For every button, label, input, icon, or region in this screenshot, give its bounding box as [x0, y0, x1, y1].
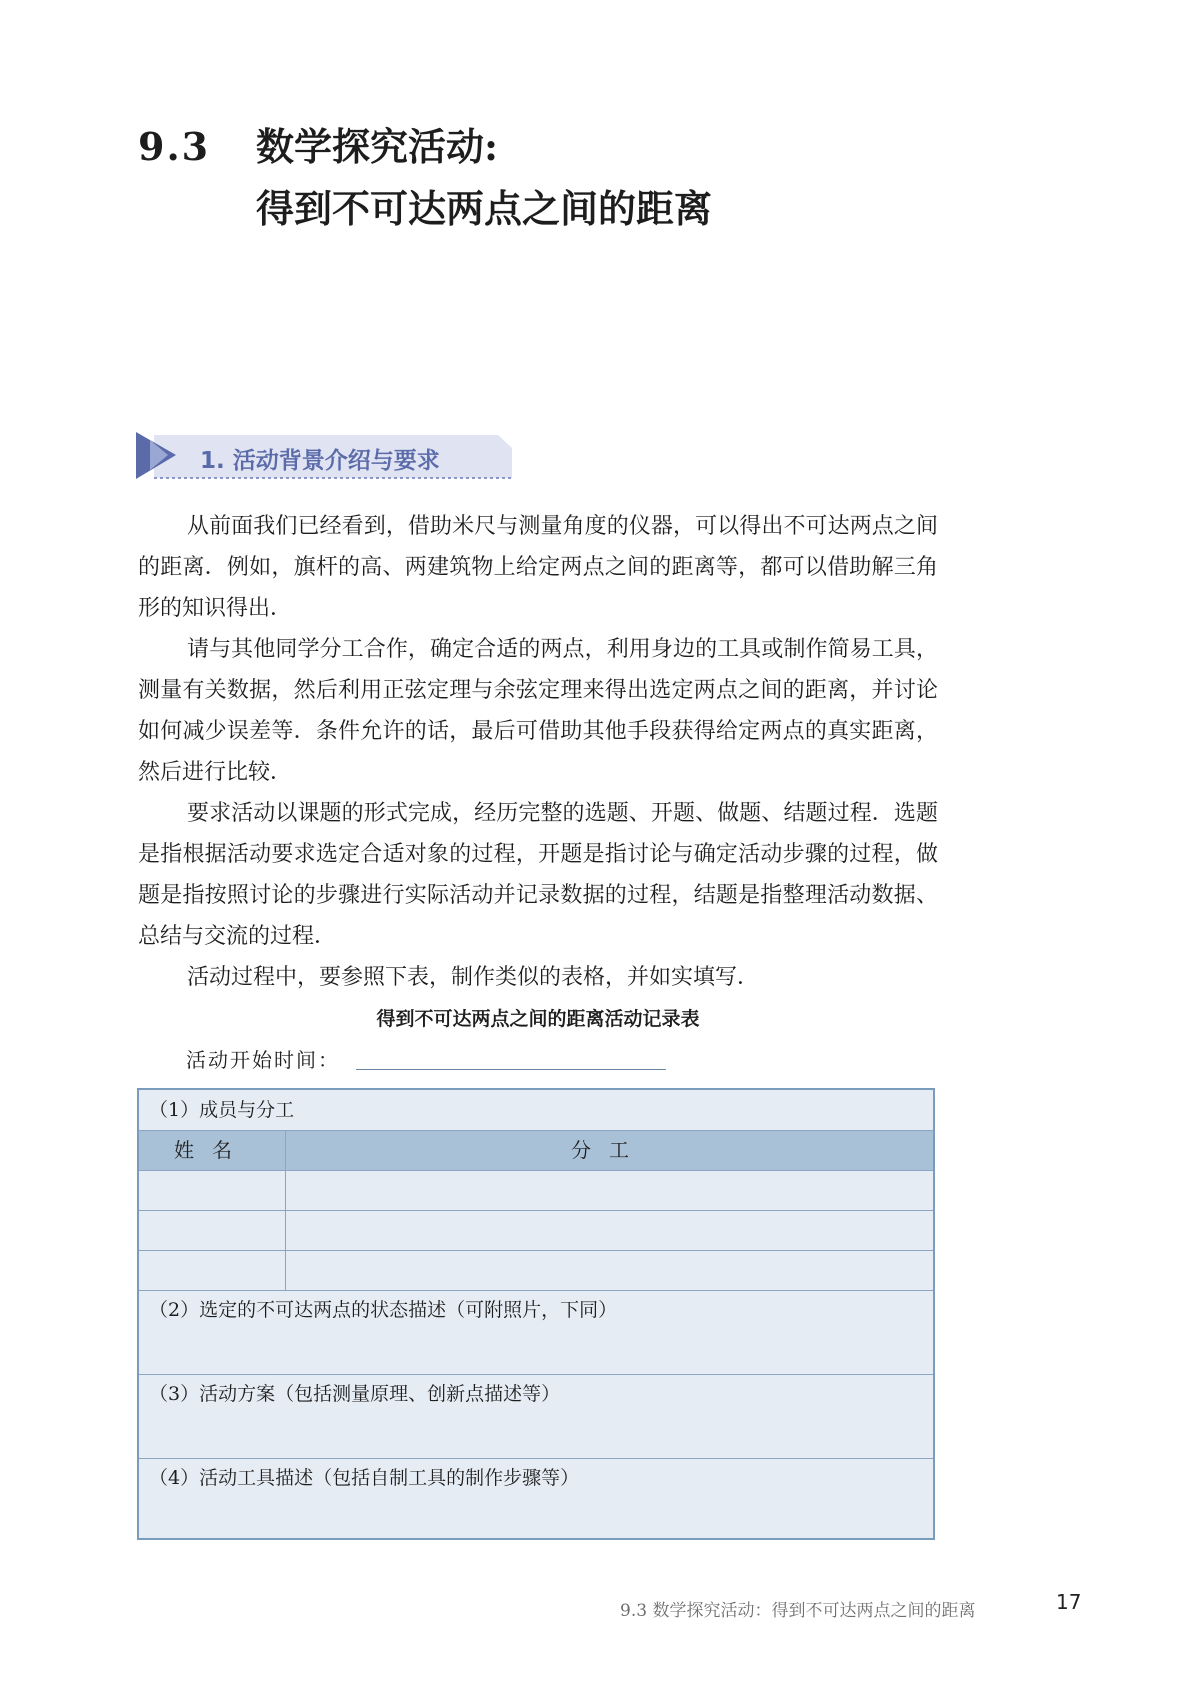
- table-title: 得到不可达两点之间的距离活动记录表: [376, 1008, 700, 1030]
- subsection-title: 1. 活动背景介绍与要求: [200, 448, 440, 474]
- member-row-3[interactable]: [139, 1250, 933, 1290]
- start-time-field[interactable]: [356, 1069, 666, 1070]
- running-footer: 9.3 数学探究活动：得到不可达两点之间的距离: [620, 1601, 976, 1621]
- section-title-line1: 数学探究活动:: [256, 124, 499, 169]
- paragraph-3: 要求活动以课题的形式完成，经历完整的选题、开题、做题、结题过程．选题是指根据活动要求选定合适对象的过程，开题是指讨论与确定活动步骤的过程，做题是指按照讨论的步骤进行实际活动并记录数据的过程，结题是指整理活动数据、总结与交流的过程．: [138, 801, 938, 949]
- section1-label: （1）成员与分工: [149, 1099, 295, 1121]
- section-number: 9.3: [138, 124, 211, 169]
- page-number: 17: [1056, 1590, 1082, 1614]
- activity-record-table: [137, 1088, 935, 1540]
- member-row-2[interactable]: [139, 1210, 933, 1250]
- paragraph-4: 活动过程中，要参照下表，制作类似的表格，并如实填写．: [187, 965, 760, 990]
- section3-label[interactable]: （3）活动方案（包括测量原理、创新点描述等）: [149, 1383, 561, 1405]
- table-header-row: [139, 1130, 933, 1170]
- divider: [139, 1130, 933, 1131]
- column-header-role: 分工: [571, 1138, 647, 1162]
- section2-label[interactable]: （2）选定的不可达两点的状态描述（可附照片，下同）: [149, 1299, 618, 1321]
- body-text: [138, 506, 938, 998]
- section-title-line2: 得到不可达两点之间的距离: [256, 186, 713, 231]
- column-header-name: 姓名: [174, 1138, 250, 1162]
- paragraph-1: 从前面我们已经看到，借助米尺与测量角度的仪器，可以得出不可达两点之间的距离．例如，旗杆的高、两建筑物上给定两点之间的距离等，都可以借助解三角形的知识得出．: [138, 514, 938, 621]
- start-time-label: 活动开始时间：: [186, 1048, 340, 1072]
- section4-label[interactable]: （4）活动工具描述（包括自制工具的制作步骤等）: [149, 1467, 580, 1489]
- paragraph-2: 请与其他同学分工合作，确定合适的两点，利用身边的工具或制作简易工具，测量有关数据，然后利用正弦定理与余弦定理来得出选定两点之间的距离，并讨论如何减少误差等．条件允许的话，最后可借助其他手段获得给定两点的真实距离，然后进行比较．: [138, 637, 938, 785]
- column-divider: [285, 1130, 286, 1290]
- subsection-banner: [136, 432, 516, 482]
- member-row-1[interactable]: [139, 1170, 933, 1210]
